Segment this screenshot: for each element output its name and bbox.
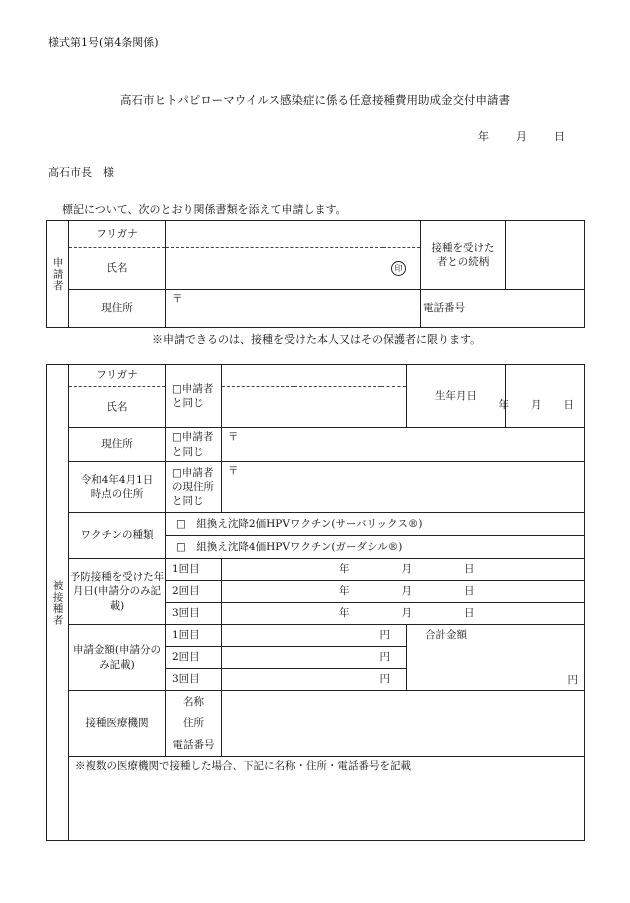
dose-2-day: 日 (464, 585, 475, 598)
applicant-phone-cell[interactable] (421, 290, 585, 328)
seal-mark: 印 (391, 261, 406, 276)
multi-clinic-note: ※複数の医療機関で接種した場合、下記に名称・住所・電話番号を記載 (75, 760, 411, 772)
clinic-phone-field[interactable] (222, 735, 585, 757)
clinic-address-label: 住所 (166, 713, 222, 735)
applicant-name-field[interactable] (166, 248, 421, 290)
vaccine-label: ワクチンの種類 (69, 513, 166, 559)
recipient-same-checkbox[interactable]: □申請者と同じ (166, 365, 222, 428)
recipient-name-field[interactable] (222, 387, 407, 428)
amount-dose-3-field[interactable] (222, 669, 407, 691)
amount-dose-2-yen: 円 (379, 651, 391, 664)
recipient-table (46, 364, 585, 841)
applicant-name-label: 氏名 (69, 248, 166, 290)
clinic-name-field[interactable] (222, 691, 585, 713)
birth-month: 月 (531, 399, 542, 411)
amount-dose-1-field[interactable] (222, 625, 407, 647)
applicant-furigana-field[interactable] (166, 221, 421, 248)
vaccine-option-4valent[interactable]: □ 組換え沈降4価HPVワクチン(ガーダシル®) (166, 536, 585, 559)
amount-dose-2-label: 2回目 (166, 647, 222, 669)
dose-3-date-field[interactable] (222, 603, 585, 625)
recipient-furigana-label: フリガナ (69, 365, 166, 387)
page-title: 高石市ヒトパピローマウイルス感染症に係る任意接種費用助成金交付申請書 (119, 93, 511, 107)
amount-dose-1-label: 1回目 (166, 625, 222, 647)
applicant-table (46, 220, 585, 328)
dose-1-day: 日 (464, 563, 475, 576)
dose-1-date-field[interactable] (222, 559, 585, 581)
total-amount-yen: 円 (567, 673, 579, 686)
amount-dose-2-field[interactable] (222, 647, 407, 669)
postal-mark: 〒 (172, 293, 183, 305)
applicant-section-label: 申請者 (47, 221, 69, 328)
applicant-phone-label: 電話番号 (423, 302, 465, 315)
r4-address-field[interactable] (222, 462, 585, 513)
dose-3-month: 月 (401, 607, 412, 620)
dose-3-day: 日 (464, 607, 475, 620)
amount-dose-3-yen: 円 (379, 673, 391, 686)
r4-address-same-checkbox[interactable]: □申請者の現住所と同じ (166, 462, 222, 513)
r4-address-label: 令和4年4月1日時点の住所 (69, 462, 166, 513)
amount-dose-1-yen: 円 (379, 629, 391, 642)
clinic-address-field[interactable] (222, 713, 585, 735)
address-same-checkbox[interactable]: □申請者と同じ (166, 428, 222, 462)
year-field: 年 (478, 130, 489, 143)
dose-3-year: 年 (339, 607, 350, 620)
vaccination-dates-label: 予防接種を受けた年月日(申請分のみ記載) (69, 559, 166, 625)
applicant-furigana-label: フリガナ (69, 221, 166, 248)
birth-day: 日 (563, 399, 575, 411)
clinic-name-label: 名称 (166, 691, 222, 713)
recipient-furigana-field[interactable] (222, 365, 407, 387)
dose-2-label: 2回目 (166, 581, 222, 603)
vaccine-option-2valent[interactable]: □ 組換え沈降2価HPVワクチン(サーバリックス®) (166, 513, 585, 536)
total-amount-label: 合計金額 (425, 629, 468, 641)
clinic-label: 接種医療機関 (69, 691, 166, 757)
relation-field[interactable] (506, 221, 585, 290)
applicant-address-field[interactable] (166, 290, 421, 328)
recipient-address-label: 現住所 (69, 428, 166, 462)
r4-postal-mark: 〒 (228, 465, 239, 477)
intro-text: 標記について、次のとおり関係書類を添えて申請します。 (62, 203, 347, 216)
addressee: 高石市長 様 (48, 166, 114, 179)
birthdate-field[interactable] (498, 365, 585, 428)
dose-1-year: 年 (339, 563, 350, 576)
applicant-address-label: 現住所 (69, 290, 166, 328)
birth-year: 年 (498, 399, 510, 411)
recipient-postal-mark: 〒 (228, 431, 239, 443)
form-number: 様式第1号(第4条関係) (48, 36, 159, 49)
applicant-note: ※申請できるのは、接種を受けた本人又はその保護者に限ります。 (152, 333, 482, 346)
submission-date[interactable] (478, 128, 565, 144)
dose-3-label: 3回目 (166, 603, 222, 625)
dose-2-month: 月 (401, 585, 412, 598)
amount-dose-3-label: 3回目 (166, 669, 222, 691)
month-field: 月 (516, 130, 527, 143)
multi-clinic-field[interactable] (69, 757, 585, 841)
dose-1-month: 月 (401, 563, 412, 576)
day-field: 日 (554, 130, 565, 143)
dose-1-label: 1回目 (166, 559, 222, 581)
recipient-name-label: 氏名 (69, 387, 166, 428)
dose-2-date-field[interactable] (222, 581, 585, 603)
birthdate-label: 生年月日 (407, 365, 506, 428)
clinic-phone-label: 電話番号 (166, 735, 222, 757)
total-amount-field[interactable] (407, 625, 585, 691)
relation-label: 接種を受けた者との続柄 (421, 221, 506, 290)
dose-2-year: 年 (339, 585, 350, 598)
recipient-address-field[interactable] (222, 428, 585, 462)
recipient-section-label: 被接種者 (47, 365, 69, 841)
amount-label: 申請金額(申請分のみ記載) (69, 625, 166, 691)
